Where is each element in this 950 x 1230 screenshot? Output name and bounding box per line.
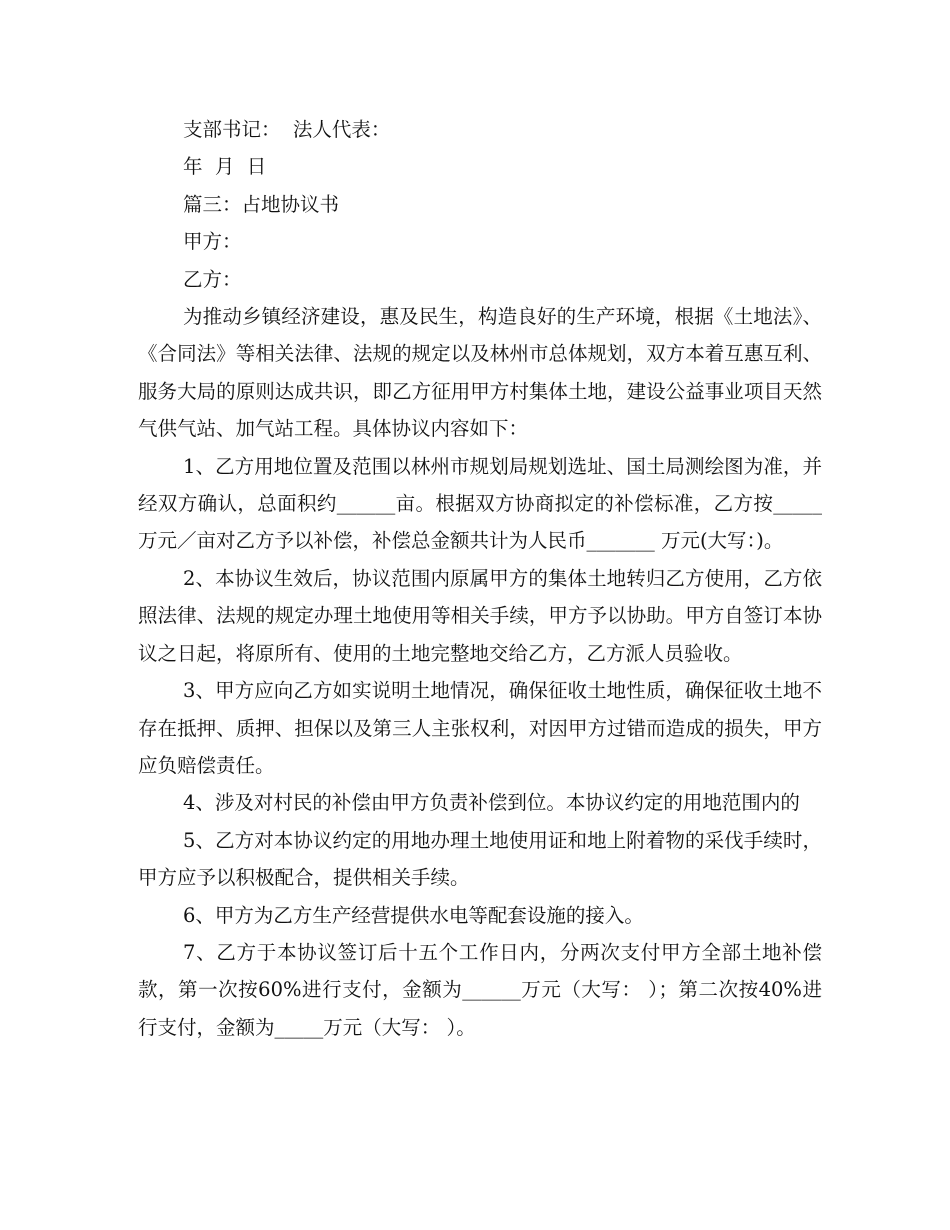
- document-body: [138, 111, 822, 1046]
- signature-line: 支部书记： 法人代表：: [183, 118, 391, 141]
- date-line: 年 月 日: [183, 155, 267, 179]
- clause-7: 7、乙方于本协议签订后十五个工作日内，分两次支付甲方全部土地补偿款，第一次按60%进行支付，金额为______万元（大写： ）；第二次按40%进行支付，金额为_____万元（大写： ）。: [138, 940, 822, 1039]
- party-b-label: 乙方：: [183, 267, 242, 291]
- intro-paragraph: 为推动乡镇经济建设，惠及民生，构造良好的生产环境，根据《土地法》、《合同法》等相关法律、法规的规定以及林州市总体规划，双方本着互惠互利、服务大局的原则达成共识，即乙方征用甲方村集体土地，建设公益事业项目天然气供气站、加气站工程。具体协议内容如下：: [138, 305, 822, 441]
- section-title: 篇三：占地协议书: [183, 192, 340, 216]
- clause-5: 5、乙方对本协议约定的用地办理土地使用证和地上附着物的采伐手续时，甲方应予以积极配合，提供相关手续。: [138, 828, 822, 890]
- clause-4: 4、涉及对村民的补偿由甲方负责补偿到位。本协议约定的用地范围内的: [183, 791, 800, 815]
- clause-6: 6、甲方为乙方生产经营提供水电等配套设施的接入。: [183, 903, 644, 927]
- clause-2: 2、本协议生效后，协议范围内原属甲方的集体土地转归乙方使用，乙方依照法律、法规的规定办理土地使用等相关手续，甲方予以协助。甲方自签订本协议之日起，将原所有、使用的土地完整地交给乙方，乙方派人员验收。: [138, 566, 822, 665]
- clause-1: 1、乙方用地位置及范围以林州市规划局规划选址、国土局测绘图为准，并经双方确认，总面积约______亩。根据双方协商拟定的补偿标准，乙方按_____万元／亩对乙方予以补偿，补偿总金额共计为人民币_______ 万元(大写：)。: [138, 454, 822, 553]
- clause-3: 3、甲方应向乙方如实说明土地情况，确保征收土地性质，确保征收土地不存在抵押、质押、担保以及第三人主张权利，对因甲方过错而造成的损失，甲方应负赔偿责任。: [138, 679, 822, 777]
- party-a-label: 甲方：: [183, 230, 242, 254]
